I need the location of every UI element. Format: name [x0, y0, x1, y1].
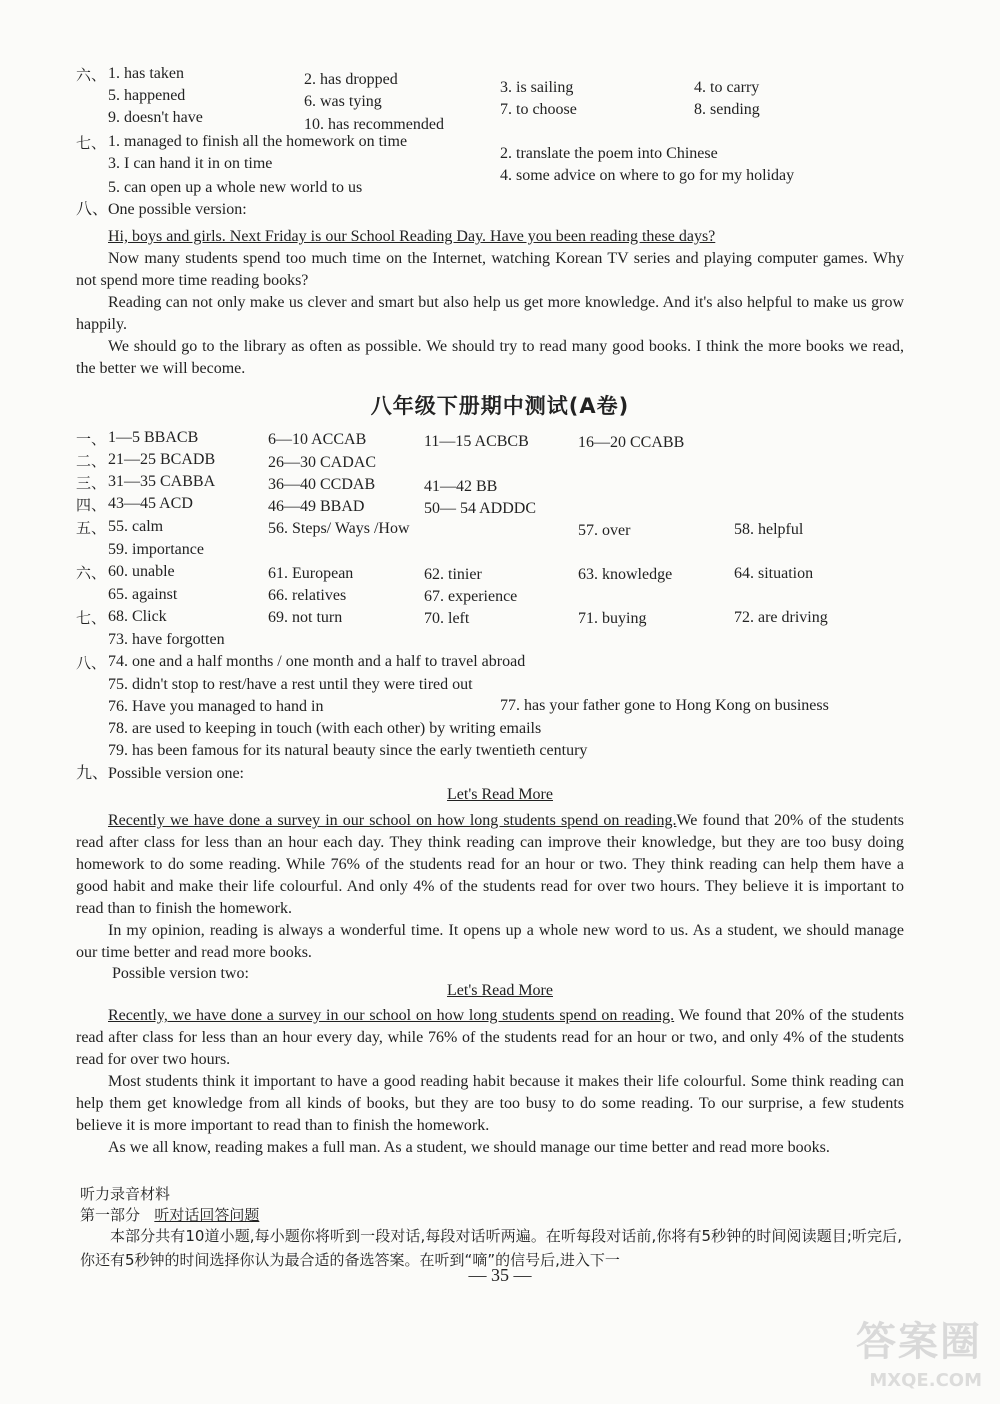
- answer-item: 6. was tying: [304, 93, 382, 110]
- answer-item: 71. buying: [578, 610, 647, 627]
- watermark-url: MXQE.COM: [869, 1370, 982, 1391]
- section-label: 八、One possible version:: [76, 201, 247, 218]
- answer-item: 77. has your father gone to Hong Kong on business: [500, 697, 829, 714]
- essay-version-two: [76, 1005, 904, 1159]
- answer-item: 1. has taken: [108, 65, 184, 82]
- part-title: 听对话回答问题: [154, 1206, 260, 1224]
- answer-item: 60. unable: [108, 563, 175, 580]
- answer-item: 10. has recommended: [304, 116, 444, 133]
- answer-item: 56. Steps/ Ways /How: [268, 520, 410, 537]
- answer-item: 72. are driving: [734, 609, 828, 626]
- answer-item: 74. one and a half months / one month and a half to travel abroad: [108, 653, 526, 670]
- answer-item: 65. against: [108, 586, 178, 603]
- listening-heading: 听力录音材料: [80, 1185, 171, 1203]
- essay-lead: Hi, boys and girls. Next Friday is our School Reading Day. Have you been reading these days?: [108, 228, 716, 245]
- answer-item: 41—42 BB: [424, 478, 498, 495]
- answer-item: 58. helpful: [734, 521, 804, 538]
- answer-item: 4. to carry: [694, 79, 760, 96]
- answer-item: 70. left: [424, 610, 470, 627]
- answer-item: 50— 54 ADDDC: [424, 500, 537, 517]
- essay-paragraph: We should go to the library as often as possible. We should try to read many good books. I think the more books we read, the better we will become.: [76, 338, 904, 377]
- answer-item: 63. knowledge: [578, 566, 673, 583]
- answer-item: 43—45 ACD: [108, 495, 193, 512]
- answer-item: 3. is sailing: [500, 79, 574, 96]
- essay-lead: Recently, we have done a survey in our school on how long students spend on reading.: [108, 1007, 675, 1024]
- section-label: 七、: [76, 609, 107, 627]
- answer-item: 64. situation: [734, 565, 814, 582]
- answer-item: 68. Click: [108, 608, 167, 625]
- section-label: 一、: [76, 430, 107, 448]
- essay-paragraph: Now many students spend too much time on the Internet, watching Korean TV series and playing computer games. Why not spend more time reading books?: [76, 250, 904, 289]
- section-label: 五、: [76, 519, 107, 537]
- section-label: 九、Possible version one:: [76, 765, 244, 782]
- essay-paragraph: Most students think it important to have a good reading habit because it makes their life colourful. Some think reading can help them get knowledge from all kinds of books, but they are too busy to do some reading. To our surprise, a few students believe it is more important to read than to finish the homework.: [76, 1073, 904, 1134]
- answer-item: 4. some advice on where to go for my holiday: [500, 167, 795, 184]
- version-label: Possible version two:: [112, 965, 249, 982]
- answer-item: 1—5 BBACB: [108, 429, 199, 446]
- section-label: 二、: [76, 452, 107, 470]
- section-label: 六、: [76, 66, 107, 84]
- answer-item: 21—25 BCADB: [108, 451, 216, 468]
- answer-item: 2. translate the poem into Chinese: [500, 145, 718, 162]
- essay-lead: Recently we have done a survey in our school on how long students spend on reading.: [108, 812, 677, 829]
- answer-item: 59. importance: [108, 541, 204, 558]
- answer-item: 78. are used to keeping in touch (with each other) by writing emails: [108, 720, 542, 737]
- essay-paragraph: In my opinion, reading is always a wonderful time. It opens up a whole new word to us. As a student, we should manage our time better and read more books.: [76, 922, 904, 961]
- answer-item: 79. has been famous for its natural beauty since the early twentieth century: [108, 742, 588, 759]
- essay-paragraph: Reading can not only make us clever and smart but also help us get more knowledge. And it's also helpful to make us grow happily.: [76, 294, 904, 333]
- essay-lead-rest: We found that 20% of the students read after class for less than an hour each day. They think reading can improve their knowledge, but they are too busy doing homework to do some reading. While 76% of the students read for an hour or two. They think reading can help them have a good habit and make their life colourful. And only 4% of the students read for over two hours. They believe it is important to read than to finish the homework.: [76, 812, 904, 917]
- answer-item: 73. have forgotten: [108, 631, 225, 648]
- essay: [76, 226, 904, 380]
- answer-item: 61. European: [268, 565, 354, 582]
- section-label: 八、: [76, 654, 107, 672]
- answer-item: 46—49 BBAD: [268, 498, 365, 515]
- answer-item: 7. to choose: [500, 101, 577, 118]
- answer-item: 8. sending: [694, 101, 760, 118]
- essay-title-wrap: [0, 983, 1000, 999]
- answer-item: 16—20 CCABB: [578, 434, 685, 451]
- answer-item: 3. I can hand it in on time: [108, 155, 273, 172]
- section-label: 三、: [76, 474, 107, 492]
- part-label: 第一部分: [80, 1206, 141, 1224]
- essay-title-wrap: [0, 787, 1000, 803]
- answer-item: 67. experience: [424, 588, 518, 605]
- answer-item: 76. Have you managed to hand in: [108, 698, 324, 715]
- watermark-logo: 答案圈: [856, 1319, 982, 1365]
- listening-part: [80, 1208, 259, 1223]
- answer-item: 75. didn't stop to rest/have a rest until they were tired out: [108, 676, 473, 693]
- answer-item: 1. managed to finish all the homework on time: [108, 133, 408, 150]
- answer-item: 26—30 CADAC: [268, 454, 377, 471]
- watermark: [822, 1319, 982, 1392]
- section-label: 四、: [76, 496, 107, 514]
- answer-item: 55. calm: [108, 518, 164, 535]
- answer-item: 36—40 CCDAB: [268, 476, 376, 493]
- essay-title: Let's Read More: [447, 786, 553, 803]
- answer-item: 31—35 CABBA: [108, 473, 216, 490]
- answer-item: 2. has dropped: [304, 71, 398, 88]
- answer-item: 9. doesn't have: [108, 109, 203, 126]
- section-label: 六、: [76, 564, 107, 582]
- essay-lead-rest: We found that 20% of the students read after class for less than an hour every day, while 76% of the students read for an hour or two, and only 4% of the students read for over two hours.: [76, 1007, 905, 1068]
- answer-item: 66. relatives: [268, 587, 347, 604]
- essay-version-one: [76, 810, 904, 964]
- listening-instructions: 本部分共有10道小题,每小题你将听到一段对话,每段对话听两遍。在听每段对话前,你将有5秒钟的时间阅读题目;听完后,你还有5秒钟的时间选择你认为最合适的备选答案。在听到“嘀”的信号后,进入下一: [80, 1227, 902, 1269]
- section-label: 七、: [76, 134, 107, 152]
- answer-item: 57. over: [578, 522, 631, 539]
- answer-item: 62. tinier: [424, 566, 482, 583]
- essay-title: Let's Read More: [447, 982, 553, 999]
- answer-item: 69. not turn: [268, 609, 343, 626]
- page-number: — 35 —: [468, 1265, 532, 1285]
- essay-paragraph: As we all know, reading makes a full man. As a student, we should manage our time better and read more books.: [108, 1139, 830, 1156]
- answer-item: 5. happened: [108, 87, 186, 104]
- test-title: 八年级下册期中测试(A卷): [370, 394, 630, 418]
- answer-item: 5. can open up a whole new world to us: [108, 179, 363, 196]
- answer-item: 6—10 ACCAB: [268, 431, 367, 448]
- answer-item: 11—15 ACBCB: [424, 433, 529, 450]
